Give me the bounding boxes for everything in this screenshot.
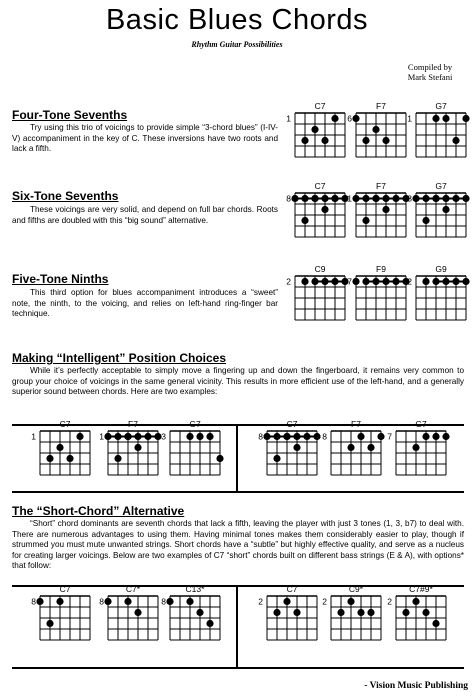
- finger-dot: [273, 455, 280, 462]
- finger-dot: [186, 433, 193, 440]
- finger-dot: [46, 620, 53, 627]
- divider-center-short-chord: [236, 585, 238, 668]
- compiled-by: [390, 62, 470, 82]
- fret-number: 8: [161, 596, 166, 607]
- section-text-position-choices: While it’s perfectly acceptable to simply move a fingering up and down the fingerboard, it remains very common to group your choice of voicings in the same general vicinity. This results in more efficient use of the left-hand, and a generally superior sound between chords. Here are two examples:: [12, 366, 464, 397]
- chord-name: C7*: [125, 584, 141, 594]
- finger-dot: [422, 433, 429, 440]
- finger-dot: [382, 137, 389, 144]
- chord-name: C7: [59, 419, 71, 429]
- finger-dot: [196, 433, 203, 440]
- finger-dot: [347, 444, 354, 451]
- finger-dot: [392, 195, 399, 202]
- finger-dot: [196, 609, 203, 616]
- section-text-six-tone: These voicings are very solid, and depend on full bar chords. Roots and fifths are doubled with this “big sound” alternative.: [12, 205, 278, 225]
- finger-dot: [114, 433, 121, 440]
- chord-diagram: [156, 584, 230, 644]
- chord-diagram: [382, 419, 456, 479]
- finger-dot: [321, 278, 328, 285]
- chord-diagram: [26, 584, 100, 644]
- finger-dot: [293, 444, 300, 451]
- fret-number: 8: [99, 596, 104, 607]
- divider-bottom-position: [12, 491, 464, 493]
- finger-dot: [452, 278, 459, 285]
- fret-number: 8: [31, 596, 36, 607]
- fret-number: 3: [161, 431, 166, 442]
- fret-number: 7: [347, 276, 352, 287]
- finger-dot: [462, 115, 469, 122]
- finger-dot: [46, 455, 53, 462]
- chord-diagram: [382, 584, 456, 644]
- finger-dot: [76, 433, 83, 440]
- finger-dot: [362, 137, 369, 144]
- page-subtitle: Rhythm Guitar Possibilities: [191, 40, 283, 49]
- chord-diagram: [253, 584, 327, 644]
- finger-dot: [124, 433, 131, 440]
- finger-dot: [367, 609, 374, 616]
- section-heading-four-tone: Four-Tone Sevenths: [12, 108, 128, 122]
- chord-name: G7: [435, 101, 447, 111]
- section-text-four-tone: Try using this trio of voicings to provide simple “3-chord blues” (I-IV-V) accompaniment in the key of C. These inversions have two roots and lack a fifth.: [12, 123, 278, 154]
- finger-dot: [114, 455, 121, 462]
- finger-dot: [311, 278, 318, 285]
- finger-dot: [321, 206, 328, 213]
- finger-dot: [301, 217, 308, 224]
- finger-dot: [331, 278, 338, 285]
- fret-number: 1: [31, 431, 36, 442]
- finger-dot: [56, 444, 63, 451]
- chord-name: C7#9*: [409, 584, 433, 594]
- finger-dot: [442, 433, 449, 440]
- fret-number: 1: [99, 431, 104, 442]
- finger-dot: [36, 598, 43, 605]
- fret-number: 2: [286, 276, 291, 287]
- finger-dot: [462, 195, 469, 202]
- finger-dot: [301, 195, 308, 202]
- page-title: Basic Blues Chords: [105, 4, 369, 36]
- finger-dot: [124, 598, 131, 605]
- chord-name: G7: [189, 419, 201, 429]
- finger-dot: [352, 195, 359, 202]
- finger-dot: [392, 278, 399, 285]
- chord-diagram: [26, 419, 100, 479]
- fret-number: 3: [407, 193, 412, 204]
- finger-dot: [134, 609, 141, 616]
- section-heading-short-chord: The “Short-Chord” Alternative: [12, 504, 185, 518]
- chord-name: G7: [435, 181, 447, 191]
- footer-publisher: - Vision Music Publishing: [364, 681, 468, 691]
- finger-dot: [367, 444, 374, 451]
- finger-dot: [331, 115, 338, 122]
- finger-dot: [432, 195, 439, 202]
- finger-dot: [372, 278, 379, 285]
- section-heading-five-tone: Five-Tone Ninths: [12, 272, 109, 286]
- chord-name: G9: [435, 264, 447, 274]
- finger-dot: [104, 598, 111, 605]
- finger-dot: [452, 195, 459, 202]
- finger-dot: [104, 433, 111, 440]
- finger-dot: [362, 195, 369, 202]
- finger-dot: [134, 433, 141, 440]
- finger-dot: [452, 137, 459, 144]
- chord-name: C9*: [348, 584, 364, 594]
- finger-dot: [301, 137, 308, 144]
- fret-number: 6: [347, 113, 352, 124]
- finger-dot: [301, 278, 308, 285]
- finger-dot: [337, 609, 344, 616]
- chord-name: C7: [286, 584, 298, 594]
- chord-name: C7: [314, 181, 326, 191]
- finger-dot: [362, 278, 369, 285]
- finger-dot: [357, 609, 364, 616]
- finger-dot: [432, 433, 439, 440]
- finger-dot: [422, 217, 429, 224]
- finger-dot: [283, 598, 290, 605]
- fret-number: 1: [286, 113, 291, 124]
- fret-number: 8: [322, 431, 327, 442]
- chord-diagram: [253, 419, 327, 479]
- finger-dot: [412, 195, 419, 202]
- chord-name: F7: [351, 419, 361, 429]
- finger-dot: [291, 195, 298, 202]
- chord-name: F7: [376, 101, 386, 111]
- finger-dot: [331, 195, 338, 202]
- finger-dot: [442, 115, 449, 122]
- finger-dot: [422, 609, 429, 616]
- section-heading-position-choices: Making “Intelligent” Position Choices: [12, 351, 227, 365]
- fret-number: 1: [407, 113, 412, 124]
- chord-name: C9: [314, 264, 326, 274]
- chord-name: C7: [286, 419, 298, 429]
- chord-name: C7: [314, 101, 326, 111]
- finger-dot: [412, 598, 419, 605]
- finger-dot: [186, 598, 193, 605]
- finger-dot: [442, 278, 449, 285]
- chord-name: F7: [376, 181, 386, 191]
- finger-dot: [56, 598, 63, 605]
- chord-diagram: [317, 584, 391, 644]
- finger-dot: [372, 126, 379, 133]
- finger-dot: [412, 444, 419, 451]
- fret-number: 2: [258, 596, 263, 607]
- finger-dot: [462, 278, 469, 285]
- finger-dot: [372, 195, 379, 202]
- finger-dot: [422, 278, 429, 285]
- finger-dot: [206, 433, 213, 440]
- fret-number: 8: [258, 431, 263, 442]
- finger-dot: [311, 126, 318, 133]
- chord-diagram: [402, 264, 474, 324]
- finger-dot: [382, 206, 389, 213]
- section-text-five-tone: This third option for blues accompaniment introduces a “sweet” note, the ninth, to the voicing, and relies on left-hand ring-finger bar technique.: [12, 288, 278, 319]
- fret-number: 7: [387, 431, 392, 442]
- finger-dot: [144, 433, 151, 440]
- compiled-by-label: Compiled by: [407, 62, 453, 72]
- finger-dot: [402, 609, 409, 616]
- fret-number: 2: [387, 596, 392, 607]
- finger-dot: [166, 598, 173, 605]
- finger-dot: [432, 115, 439, 122]
- finger-dot: [283, 433, 290, 440]
- finger-dot: [321, 195, 328, 202]
- finger-dot: [442, 206, 449, 213]
- finger-dot: [66, 455, 73, 462]
- chord-name: G7: [415, 419, 427, 429]
- finger-dot: [206, 620, 213, 627]
- finger-dot: [273, 433, 280, 440]
- finger-dot: [216, 455, 223, 462]
- finger-dot: [357, 433, 364, 440]
- finger-dot: [134, 444, 141, 451]
- finger-dot: [352, 115, 359, 122]
- chord-name: F7: [128, 419, 138, 429]
- author-name: Mark Stefani: [407, 72, 453, 82]
- finger-dot: [273, 609, 280, 616]
- finger-dot: [432, 620, 439, 627]
- divider-bottom-short-chord: [12, 667, 464, 669]
- chord-diagram: [402, 181, 474, 241]
- finger-dot: [293, 433, 300, 440]
- finger-dot: [382, 195, 389, 202]
- fret-number: 2: [407, 276, 412, 287]
- finger-dot: [303, 433, 310, 440]
- finger-dot: [321, 137, 328, 144]
- finger-dot: [382, 278, 389, 285]
- chord-name: C13*: [185, 584, 205, 594]
- chord-name: C7: [59, 584, 71, 594]
- finger-dot: [352, 278, 359, 285]
- chord-diagram: [156, 419, 230, 479]
- finger-dot: [263, 433, 270, 440]
- finger-dot: [311, 195, 318, 202]
- finger-dot: [442, 195, 449, 202]
- finger-dot: [432, 278, 439, 285]
- fret-number: 2: [322, 596, 327, 607]
- finger-dot: [422, 195, 429, 202]
- finger-dot: [347, 598, 354, 605]
- section-heading-six-tone: Six-Tone Sevenths: [12, 189, 119, 203]
- fret-number: 1: [347, 193, 352, 204]
- chord-name: F9: [376, 264, 386, 274]
- fret-number: 8: [286, 193, 291, 204]
- section-text-short-chord: “Short” chord dominants are seventh chords that lack a fifth, leaving the player with just 3 tones (1, 3, b7) to deal with. There are numerous advantages to using them. Having minimal tones makes them considerably easier to play, though if strummed you must mute unwanted strings. Short chords have a “subtle” but highly effective quality, and serve as a nucleus for creating larger voicings. Below are two examples of C7 “short” chords built on different bass strings (E & A), with options* that follow:: [12, 519, 464, 571]
- finger-dot: [293, 609, 300, 616]
- chord-diagram: [317, 419, 391, 479]
- divider-center-position: [236, 424, 238, 492]
- finger-dot: [362, 217, 369, 224]
- chord-diagram: [402, 101, 474, 161]
